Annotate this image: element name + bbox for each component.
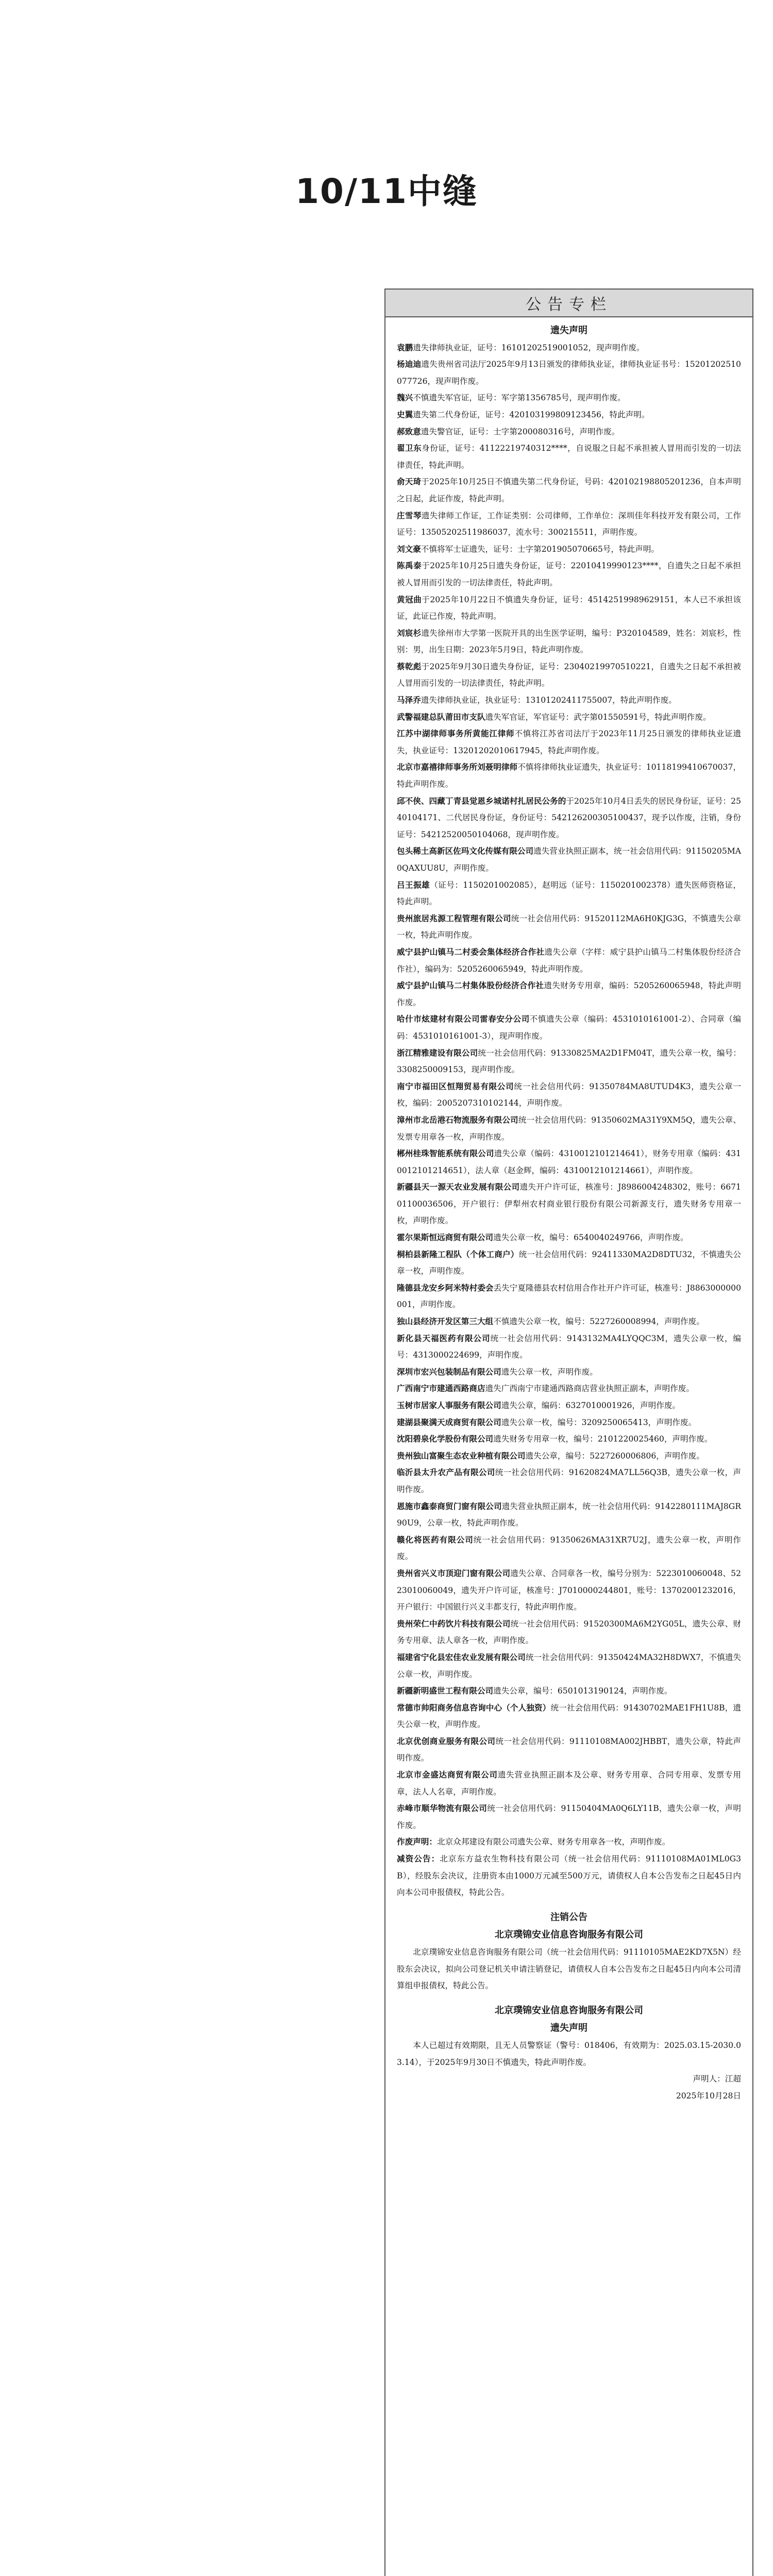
notice-lead: 翟卫东	[397, 444, 422, 453]
notice-lead: 贵州荣仁中药饮片科技有限公司	[397, 1619, 511, 1629]
notice-text: 不慎将律师执业证遗失，执业证号：10118199410670037，特此声明作废。	[397, 762, 741, 789]
notice-item	[397, 507, 741, 541]
notice-item	[397, 1380, 741, 1397]
notice-text: 身份证，证号：41122219740312****，自说服之日起不承担被人冒用而引发的一切法律责任，特此声明。	[397, 444, 741, 470]
notice-item	[397, 1700, 741, 1733]
deregistration-company: 北京璞锦安业信息咨询服务有限公司	[495, 1929, 643, 1941]
notice-item	[397, 877, 741, 910]
notice-text: 于2025年10月22日不慎遗失身份证，证号：45142519989629151，本人已不承担该证，此证已作废，特此声明。	[397, 595, 741, 621]
notice-lead: 赤峰市顺华物流有限公司	[397, 1804, 488, 1814]
notice-text: 遗失公章一枚，声明作废。	[501, 1367, 598, 1377]
notice-item	[397, 692, 741, 709]
notice-lead: 哈什市炫建材有限公司雷春安分公司	[397, 1014, 530, 1024]
page-header	[0, 155, 773, 222]
notice-column	[384, 289, 753, 2576]
notice-item	[397, 1280, 741, 1313]
notice-text: 统一社会信用代码：91350626MA31XR7U2J，遗失公章一枚，声明作废。	[397, 1535, 741, 1562]
notice-text: 遗失公章（字样：威宁县护山镇马二村集体股份经济合作社），编码为：5205260065949，特此声明作废。	[397, 947, 741, 974]
notice-lead: 福建省宁化县宏佳农业发展有限公司	[397, 1652, 526, 1662]
notice-text: 遗失公章一枚，编号：6540040249766，声明作废。	[493, 1233, 688, 1243]
notice-text: 遗失律师工作证，工作证类别：公司律师，工作单位：深圳佳年科技开发有限公司，工作证号：13505202511986037，流水号：300215511，声明作废。	[397, 511, 741, 537]
notice-item	[397, 1011, 741, 1044]
notice-text: 不慎将江苏省司法厅于2023年11月25日颁发的律师执业证遗失，执业证号：13201202010617945，特此声明作废。	[397, 729, 741, 755]
notice-company: 北京璞锦安业信息咨询服务有限公司	[495, 2005, 643, 2016]
notice-text: 遗失公章，编码：6327010001926，声明作废。	[501, 1401, 681, 1410]
notice-lead: 俞天琦	[397, 477, 422, 487]
notice-lead: 江苏中湖律师事务所黄能江律师	[397, 729, 515, 739]
notice-text: 丢失宁夏隆德县农村信用合作社开户许可证，核准号：J8863000000001，声明作废。	[397, 1283, 741, 1310]
notice-lead: 广西南宁市建通西路商店	[397, 1384, 485, 1394]
final-loss-body: 本人已超过有效期限，且无人员警察证（警号：018406，有效期为：2025.03.15-2030.03.14），于2025年9月30日不慎遗失，特此声明作废。	[397, 2040, 741, 2067]
notice-text: 遗失公章，编号：6501013190124，声明作废。	[493, 1686, 673, 1696]
notice-lead: 贵州旅居兆源工程管理有限公司	[397, 913, 511, 923]
notice-lead: 刘宸杉	[397, 628, 422, 638]
notice-lead: 桐柏县新隆工程队（个体工商户）	[397, 1249, 519, 1259]
notice-text: 遗失贵州省司法厅2025年9月13日颁发的律师执业证，律师执业证书号：15201202510077726，现声明作废。	[397, 360, 741, 386]
notice-item	[397, 1330, 741, 1364]
notice-item	[397, 1145, 741, 1179]
notice-lead: 隆德县龙安乡阿米特村委会	[397, 1283, 494, 1293]
notice-lead: 威宁县护山镇马二村委会集体经济合作社	[397, 947, 545, 957]
notice-item	[397, 591, 741, 625]
notice-lead: 吕王振雄	[397, 880, 430, 890]
notice-item	[397, 1649, 741, 1683]
notice-item	[397, 1397, 741, 1414]
section-title-loss-notice: 遗失声明	[550, 325, 587, 336]
notice-item	[397, 944, 741, 977]
notice-lead: 新化县天福医药有限公司	[397, 1333, 491, 1343]
notice-list	[397, 340, 741, 1901]
page-title: 10/11中缝	[295, 171, 478, 211]
notice-text: 遗失营业执照正副本，统一社会信用代码：91150205MA0QAXUU8U，声明作废。	[397, 846, 741, 873]
notice-lead: 北京优创商业服务有限公司	[397, 1736, 496, 1746]
notice-text: 北京东方益农生物科技有限公司（统一社会信用代码：91110108MA01ML0G3B），经股东会决议，注册资本由1000万元减至500万元，请债权人自本公告发布之日起45日内向本公司申报债权，特此公告。	[397, 1854, 741, 1897]
notice-item	[397, 406, 741, 423]
notice-text: 统一社会信用代码：91620824MA7LL56Q3B，遗失公章一枚，声明作废。	[397, 1468, 741, 1494]
notice-lead: 贵州省兴义市顶迎门窗有限公司	[397, 1568, 511, 1578]
notice-item	[397, 423, 741, 440]
notice-item	[397, 1733, 741, 1767]
notice-lead: 减资公告：	[397, 1854, 440, 1864]
notice-text: 遗失律师执业证，证号：16101202519001052，现声明作废。	[413, 343, 645, 352]
notice-lead: 新疆县天一源天农业发展有限公司	[397, 1182, 520, 1192]
notice-item	[397, 389, 741, 406]
notice-item	[397, 843, 741, 876]
notice-text: 于2025年10月25日遗失身份证，证号：22010419990123****，自遗失之日起不承担被人冒用而引发的一切法律责任，特此声明。	[397, 561, 741, 587]
notice-text: 遗失公章一枚，编号：3209250065413，声明作废。	[501, 1417, 697, 1427]
notice-text: 遗失公章、合同章各一枚，编号分别为：5223010060048、5223010060049，遗失开户许可证，核准号：J7010000244801，账号：13702001232016，开户银行：中国银行兴义丰都支行，特此声明作废。	[397, 1568, 741, 1612]
notice-item	[397, 1078, 741, 1112]
deregistration-body: 北京璞锦安业信息咨询服务有限公司（统一社会信用代码：91110105MAE2KD7X5N）经股东会决议，拟向公司登记机关申请注销登记，请债权人自本公告发布之日起45日内向本公司清算组申报债权，特此公告。	[397, 1947, 741, 1991]
notice-lead: 蔡乾彪	[397, 662, 422, 671]
notice-text: 遗失警官证，证号：士字第200080316号，声明作废。	[421, 427, 620, 436]
column-title: 公告专栏	[385, 290, 752, 317]
column-content	[385, 317, 752, 2114]
notice-date: 2025年10月28日	[676, 2091, 741, 2100]
notice-text: 统一社会信用代码：91110108MA002JHBBT，遗失公章，特此声明作废。	[397, 1736, 741, 1763]
notice-item	[397, 557, 741, 591]
section-title-final-loss: 遗失声明	[550, 2023, 587, 2034]
notice-text: 不慎遗失军官证，证号：军字第1356785号，现声明作废。	[413, 393, 626, 403]
notice-text: 统一社会信用代码：91520112MA6H0KJG3G，不慎遗失公章一枚，特此声明作废。	[397, 913, 741, 940]
notice-text: 统一社会信用代码：92411330MA2D8DTU32，不慎遗失公章一枚，声明作废。	[397, 1249, 741, 1276]
notice-item	[397, 625, 741, 658]
notice-item	[397, 440, 741, 473]
notice-text: 统一社会信用代码：91520300MA6M2YG05L，遗失公章、财务专用章、法人章各一枚，声明作废。	[397, 1619, 741, 1646]
notice-lead: 包头稀土高新区佐玛文化传媒有限公司	[397, 846, 534, 856]
notice-lead: 杨迪迪	[397, 360, 422, 369]
notice-text: 遗失律师执业证，执业证号：13101202411755007，特此声明作废。	[421, 696, 677, 705]
notice-text: 统一社会信用代码：91350784MA8UTUD4K3，遗失公章一枚，编码：2005207310102144，声明作废。	[397, 1081, 741, 1108]
notice-lead: 常德市帅阳商务信息咨询中心（个人独资）	[397, 1703, 551, 1713]
notice-item	[397, 1767, 741, 1800]
notice-text: 遗失营业执照正副本，统一社会信用代码：9142280111MAJ8GR90U9，公章一枚，特此声明作废。	[397, 1501, 741, 1528]
notice-lead: 南宁市福田区恒翔贸易有限公司	[397, 1081, 514, 1091]
notice-lead: 临沂县太升农产品有限公司	[397, 1468, 495, 1478]
notice-text: 遗失财务专用章，编码：5205260065948，特此声明作废。	[397, 981, 741, 1007]
notice-lead: 深圳市宏兴包装制品有限公司	[397, 1367, 501, 1377]
notice-text: 北京众邦建设有限公司遗失公章、财务专用章各一枚，声明作废。	[436, 1837, 670, 1847]
notice-lead: 新疆新明盛世工程有限公司	[397, 1686, 494, 1696]
notice-lead: 北京市金盛达商贸有限公司	[397, 1770, 498, 1780]
notice-lead: 北京市嘉禧律师事务所刘聂明律师	[397, 762, 518, 772]
notice-lead: 刘文豪	[397, 544, 421, 554]
notice-lead: 郴州桂珠智能系统有限公司	[397, 1149, 494, 1159]
notice-lead: 建湖县聚满天成商贸有限公司	[397, 1417, 501, 1427]
notice-item	[397, 1532, 741, 1565]
notice-lead: 恩施市鑫泰商贸门窗有限公司	[397, 1501, 502, 1511]
notice-lead: 贵州独山富聚生态农业种植有限公司	[397, 1451, 526, 1461]
notice-text: 于2025年10月25日不慎遗失第二代身份证，号码：420102198805201236，自本声明之日起，此证作废，特此声明。	[397, 477, 741, 503]
notice-lead: 邱不侠、四藏丁青县觉恩乡城诺村扎居民公务的	[397, 796, 566, 806]
notice-lead: 浙江精雅建设有限公司	[397, 1048, 478, 1058]
notice-text: 遗失公章（编码：4310012101214641），财务专用章（编码：4310012101214651），法人章（赵金辉，编码：4310012101214661），声明作废。	[397, 1149, 741, 1175]
notice-item	[397, 1112, 741, 1145]
notice-item	[397, 1229, 741, 1246]
notice-lead: 郝致意	[397, 427, 421, 436]
notice-text: 遗失开户许可证，核准号：J8986004248302，账号：667101100036506，开户银行：伊犁州农村商业银行股份有限公司新源支行，遗失财务专用章一枚，声明作废。	[397, 1182, 741, 1226]
notice-lead: 袁鹏	[397, 343, 413, 352]
notice-lead: 马泽乔	[397, 696, 421, 705]
notice-lead: 庄雪琴	[397, 511, 422, 520]
notice-lead: 威宁县护山镇马二村集体股份经济合作社	[397, 981, 544, 991]
notice-text: 统一社会信用代码：91350424MA32H8DWX7，不慎遗失公章一枚，声明作废。	[397, 1652, 741, 1679]
notice-text: 遗失军官证，军官证号：武字第01550591号，特此声明作废。	[485, 712, 711, 722]
notice-text: 统一社会信用代码：91350602MA31Y9XM5Q，遗失公章、发票专用章各一枚，声明作废。	[397, 1115, 741, 1142]
notice-item	[397, 759, 741, 792]
notice-lead: 作废声明：	[397, 1837, 437, 1847]
notice-text: 统一社会信用代码：91150404MA0Q6LY11B，遗失公章一枚，声明作废。	[397, 1804, 741, 1830]
notice-lead: 漳州市北岳港石物流服务有限公司	[397, 1115, 518, 1125]
notice-item	[397, 910, 741, 944]
notice-lead: 魏兴	[397, 393, 413, 403]
notice-lead: 武警福建总队莆田市支队	[397, 712, 485, 722]
notice-lead: 独山县经济开发区第三大组	[397, 1317, 494, 1327]
notice-item	[397, 793, 741, 843]
notice-item	[397, 1851, 741, 1901]
notice-item	[397, 1364, 741, 1381]
notice-item	[397, 1565, 741, 1616]
notice-text: 不慎遗失公章（编码：4531010161001-2）、合同章（编码：4531010161001-3），现声明作废。	[397, 1014, 741, 1041]
notice-item	[397, 541, 741, 558]
notice-item	[397, 1498, 741, 1532]
notice-item	[397, 1448, 741, 1465]
notice-text: 遗失公章，编号：5227260006806，声明作废。	[525, 1451, 704, 1461]
notice-item	[397, 725, 741, 759]
notice-item	[397, 1683, 741, 1700]
notice-item	[397, 340, 741, 357]
notice-text: 不慎将军士证遗失，证号：士字第201905070665号，特此声明。	[421, 544, 659, 554]
notice-text: 于2025年9月30日遗失身份证，证号：23040219970510221，自遗失之日起不承担被人冒用而引发的一切法律责任，特此声明。	[397, 662, 741, 688]
notice-item	[397, 1616, 741, 1649]
notice-item	[397, 1431, 741, 1448]
notice-item	[397, 1834, 741, 1851]
section-title-deregistration: 注销公告	[550, 1911, 587, 1923]
notice-lead: 陈禹泰	[397, 561, 422, 571]
notice-text: （证号：1150201002085），赵明远（证号：1150201002378）遗失医师资格证，特此声明。	[397, 880, 741, 907]
notice-item	[397, 473, 741, 507]
notice-lead: 史翼	[397, 410, 413, 419]
notice-text: 遗失广西南宁市建通西路商店营业执照正副本，声明作废。	[485, 1384, 694, 1394]
notice-text: 统一社会信用代码：9143132MA4LYQQC3M，遗失公章一枚，编号：4313000224699，声明作废。	[397, 1333, 741, 1360]
notice-item	[397, 658, 741, 692]
notice-item	[397, 1414, 741, 1431]
notice-lead: 黄冠曲	[397, 595, 422, 604]
notice-item	[397, 1800, 741, 1834]
notice-item	[397, 1464, 741, 1498]
notice-item	[397, 1246, 741, 1280]
notice-lead: 霍尔果斯恒远商贸有限公司	[397, 1233, 494, 1243]
notice-item	[397, 709, 741, 726]
notice-text: 遗失财务专用章一枚，编号：2101220025460，声明作废。	[493, 1434, 713, 1444]
notice-item	[397, 356, 741, 389]
notice-text: 遗失第二代身份证，证号：420103199809123456，特此声明。	[413, 410, 650, 419]
notice-text: 统一社会信用代码：91330825MA2D1FM04T，遗失公章一枚，编号：3308250009153，现声明作废。	[397, 1048, 741, 1075]
notice-text: 遗失徐州市大学第一医院开具的出生医学证明，编号：P320104589，姓名：刘宸杉，性别：男，出生日期：2023年5月9日，特此声明作废。	[397, 628, 741, 655]
notice-lead: 赣化将医药有限公司	[397, 1535, 474, 1545]
notice-item	[397, 1313, 741, 1330]
notice-item	[397, 977, 741, 1011]
notice-item	[397, 1179, 741, 1229]
notice-item	[397, 1045, 741, 1078]
signer: 声明人：江超	[693, 2074, 741, 2084]
notice-lead: 沈阳碧泉化学股份有限公司	[397, 1434, 494, 1444]
notice-text: 不慎遗失公章一枚，编号：5227260008994，声明作废。	[493, 1317, 704, 1327]
notice-lead: 玉树市居家人事服务有限公司	[397, 1401, 501, 1410]
notice-text: 于2025年10月4日丢失的居民身份证，证号：2540104171、二代居民身份证，身份证号：542126200305100437，现予以作废，注销，身份证号：54212520050104068，现声明作废。	[397, 796, 741, 839]
notice-text: 遗失营业执照正副本及公章、财务专用章、合同专用章、发票专用章，法人人名章，声明作废。	[397, 1770, 741, 1797]
notice-text: 统一社会信用代码：91430702MAE1FH1U8B，遗失公章一枚，声明作废。	[397, 1703, 741, 1730]
